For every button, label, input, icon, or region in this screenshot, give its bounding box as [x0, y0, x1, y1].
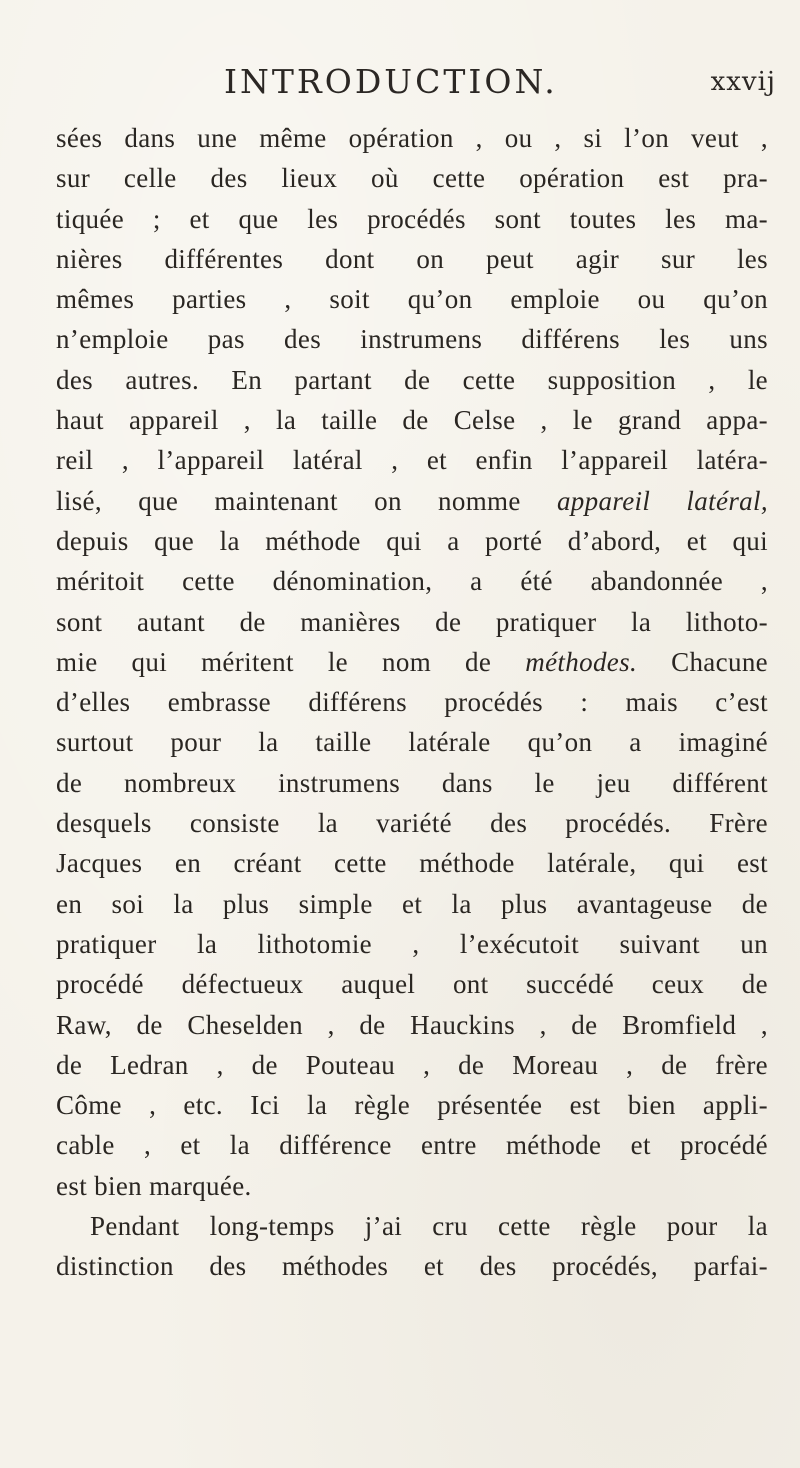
text-line-paragraph-end: est bien marquée. [56, 1170, 252, 1201]
text-line: de nombreux instrumens dans le jeu différent [56, 767, 768, 798]
text-line: d’elles embrasse différens procédés : mais c’est [56, 687, 768, 718]
text-line: procédé défectueux auquel ont succédé ceux de [56, 969, 768, 1000]
text-segment: Chacune [637, 646, 769, 677]
text-line: Côme , etc. Ici la règle présentée est bien appli- [56, 1090, 768, 1121]
text-line: depuis que la méthode qui a porté d’abord, et qui [56, 525, 768, 556]
text-segment: mie qui méritent le nom de [56, 646, 526, 677]
text-line: n’emploie pas des instrumens différens les uns [56, 324, 768, 355]
text-line: tiquée ; et que les procédés sont toutes les ma- [56, 203, 768, 234]
text-line: sont autant de manières de pratiquer la lithoto- [56, 606, 768, 637]
text-line: Jacques en créant cette méthode latérale, qui est [56, 848, 768, 879]
running-head: INTRODUCTION. [224, 62, 558, 101]
text-line-paragraph-start: Pendant long-temps j’ai cru cette règle pour la [90, 1211, 768, 1242]
text-line: mêmes parties , soit qu’on emploie ou qu’on [56, 284, 768, 315]
text-line: surtout pour la taille latérale qu’on a imaginé [56, 727, 768, 758]
italic-term: méthodes. [525, 646, 638, 677]
body-text [56, 118, 768, 1287]
text-segment: lisé, que maintenant on nomme [56, 485, 557, 516]
text-line: pratiquer la lithotomie , l’exécutoit suivant un [56, 928, 768, 959]
text-line: sées dans une même opération , ou , si l’on veut , [56, 123, 768, 153]
page-number: xxvij [710, 67, 776, 97]
text-line-with-italic [56, 642, 768, 682]
text-line: méritoit cette dénomination, a été abandonnée , [56, 566, 768, 597]
text-line: haut appareil , la taille de Celse , le grand appa- [56, 405, 768, 436]
text-line: Raw, de Cheselden , de Hauckins , de Bromfield , [56, 1009, 768, 1040]
page-header [224, 62, 780, 102]
text-line: des autres. En partant de cette supposition , le [56, 364, 768, 395]
italic-term: appareil latéral, [556, 485, 768, 516]
text-line-with-italic [56, 481, 768, 521]
text-line: distinction des méthodes et des procédés, parfai- [56, 1251, 768, 1282]
text-line: reil , l’appareil latéral , et enfin l’appareil latéra- [56, 445, 768, 476]
text-line: en soi la plus simple et la plus avantageuse de [56, 888, 768, 919]
text-line: nières différentes dont on peut agir sur les [56, 243, 768, 274]
text-line: de Ledran , de Pouteau , de Moreau , de frère [56, 1049, 768, 1080]
text-line: sur celle des lieux où cette opération est pra- [56, 163, 768, 194]
text-line: cable , et la différence entre méthode et procédé [56, 1130, 768, 1161]
text-line: desquels consiste la variété des procédés. Frère [56, 808, 768, 839]
